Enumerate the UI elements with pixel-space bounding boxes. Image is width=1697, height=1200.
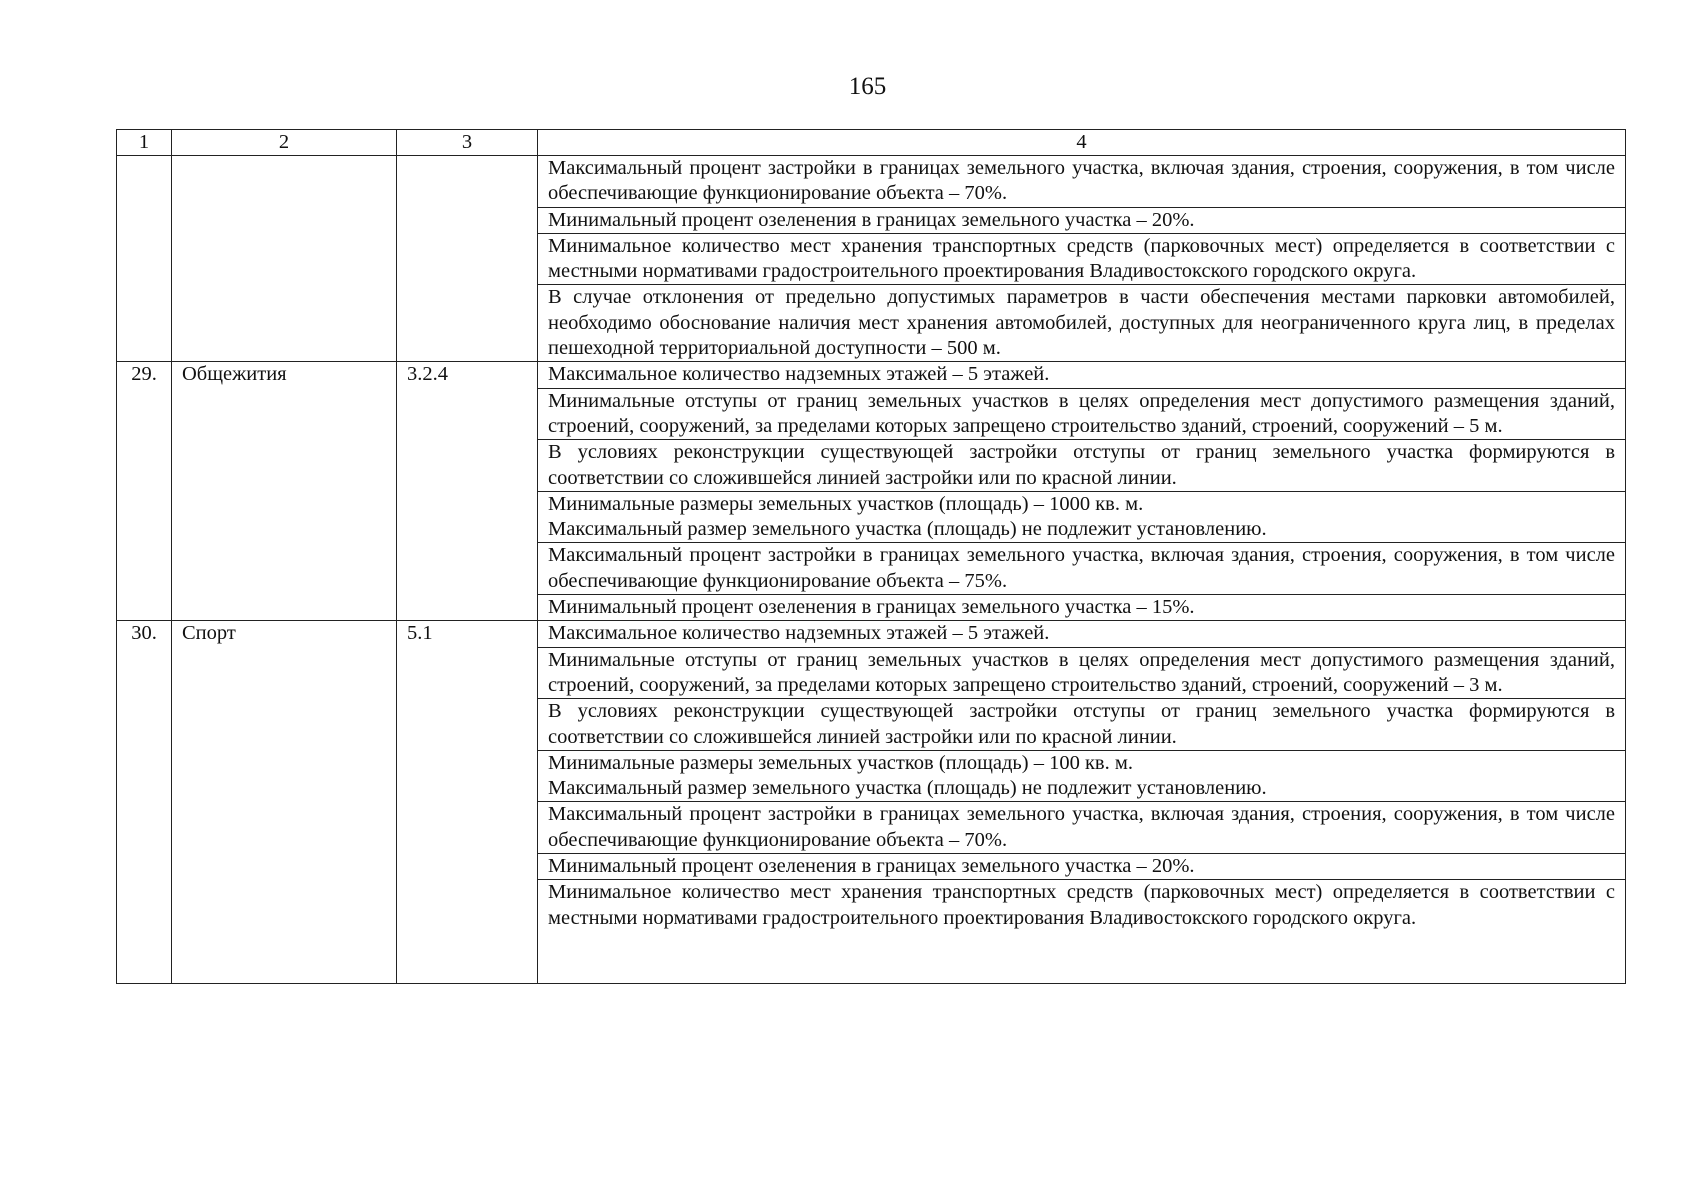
- parameter-cell: [538, 621, 1626, 647]
- table-body: [117, 130, 1626, 984]
- parameter-text: Максимальное количество надземных этажей – 5 этажей.: [548, 622, 1050, 645]
- parameter-text: Максимальный размер земельного участка (площадь) не подлежит установлению.: [548, 518, 1267, 541]
- parameter-cell: [538, 699, 1626, 751]
- table-row: [117, 156, 1626, 208]
- parameter-cell: [538, 285, 1626, 362]
- parameter-cell: [538, 854, 1626, 880]
- header-col-1: 1: [117, 130, 172, 156]
- object-type-name: [172, 156, 397, 362]
- regulations-table: [116, 129, 1626, 984]
- parameter-text: Минимальный процент озеленения в границах земельного участка – 20%.: [548, 208, 1195, 231]
- header-col-2: 2: [172, 130, 397, 156]
- parameter-cell: [538, 802, 1626, 854]
- table-row: [117, 621, 1626, 647]
- activity-code: 3.2.4: [397, 362, 538, 621]
- parameter-cell: [538, 647, 1626, 699]
- parameter-cell: [538, 233, 1626, 285]
- parameter-text: Минимальные отступы от границ земельных участков в целях определения мест допустимого размещения зданий, строений, сооружений, за пределами которых запрещено строительство зданий, строений, сооружений – 3 м.: [548, 648, 1615, 696]
- parameter-text: Минимальные размеры земельных участков (площадь) – 1000 кв. м.: [548, 492, 1144, 515]
- parameter-cell: [538, 543, 1626, 595]
- parameter-text: В случае отклонения от предельно допустимых параметров в части обеспечения местами парковки автомобилей, необходимо обоснование наличия мест хранения автомобилей, доступных для неограниченного круга лиц, в пределах пешеходной территориальной доступности – 500 м.: [548, 286, 1615, 360]
- activity-code: 5.1: [397, 621, 538, 984]
- object-type-name: Спорт: [172, 621, 397, 984]
- parameter-text: Минимальные отступы от границ земельных участков в целях определения мест допустимого размещения зданий, строений, сооружений, за пределами которых запрещено строительство зданий, строений, сооружений – 5 м.: [548, 389, 1615, 437]
- parameter-cell: [538, 362, 1626, 388]
- parameter-text: Минимальный процент озеленения в границах земельного участка – 15%.: [548, 596, 1195, 619]
- parameter-cell: [538, 440, 1626, 492]
- activity-code: [397, 156, 538, 362]
- row-number: 30.: [117, 621, 172, 984]
- parameter-text: Максимальный процент застройки в границах земельного участка, включая здания, строения, сооружения, в том числе обеспечивающие функционирование объекта – 75%.: [548, 544, 1615, 592]
- table-header-row: [117, 130, 1626, 156]
- table-row: [117, 362, 1626, 388]
- parameter-text: Минимальный процент озеленения в границах земельного участка – 20%.: [548, 855, 1195, 878]
- parameter-text: Максимальное количество надземных этажей – 5 этажей.: [548, 363, 1050, 386]
- parameter-cell: [538, 880, 1626, 984]
- header-col-3: 3: [397, 130, 538, 156]
- parameter-text: В условиях реконструкции существующей застройки отступы от границ земельного участка формируются в соответствии со сложившейся линией застройки или по красной линии.: [548, 441, 1615, 489]
- parameter-cell: [538, 750, 1626, 802]
- row-number: [117, 156, 172, 362]
- header-col-4: 4: [538, 130, 1626, 156]
- page-number: 165: [848, 73, 887, 100]
- parameter-text: Минимальные размеры земельных участков (площадь) – 100 кв. м.: [548, 751, 1133, 774]
- parameter-cell: [538, 595, 1626, 621]
- parameter-text: Максимальный размер земельного участка (площадь) не подлежит установлению.: [548, 777, 1267, 800]
- parameter-cell: [538, 156, 1626, 208]
- parameter-cell: [538, 491, 1626, 543]
- row-number: 29.: [117, 362, 172, 621]
- object-type-name: Общежития: [172, 362, 397, 621]
- parameter-text: Минимальное количество мест хранения транспортных средств (парковочных мест) определяется в соответствии с местными нормативами градостроительного проектирования Владивостокского городского округа.: [548, 881, 1615, 929]
- parameter-cell: [538, 388, 1626, 440]
- parameter-cell: [538, 207, 1626, 233]
- parameter-text: Максимальный процент застройки в границах земельного участка, включая здания, строения, сооружения, в том числе обеспечивающие функционирование объекта – 70%.: [548, 803, 1615, 851]
- parameter-text: Минимальное количество мест хранения транспортных средств (парковочных мест) определяется в соответствии с местными нормативами градостроительного проектирования Владивостокского городского округа.: [548, 234, 1615, 283]
- parameter-text: В условиях реконструкции существующей застройки отступы от границ земельного участка формируются в соответствии со сложившейся линией застройки или по красной линии.: [548, 700, 1615, 748]
- parameter-text: Максимальный процент застройки в границах земельного участка, включая здания, строения, сооружения, в том числе обеспечивающие функционирование объекта – 70%.: [548, 157, 1615, 205]
